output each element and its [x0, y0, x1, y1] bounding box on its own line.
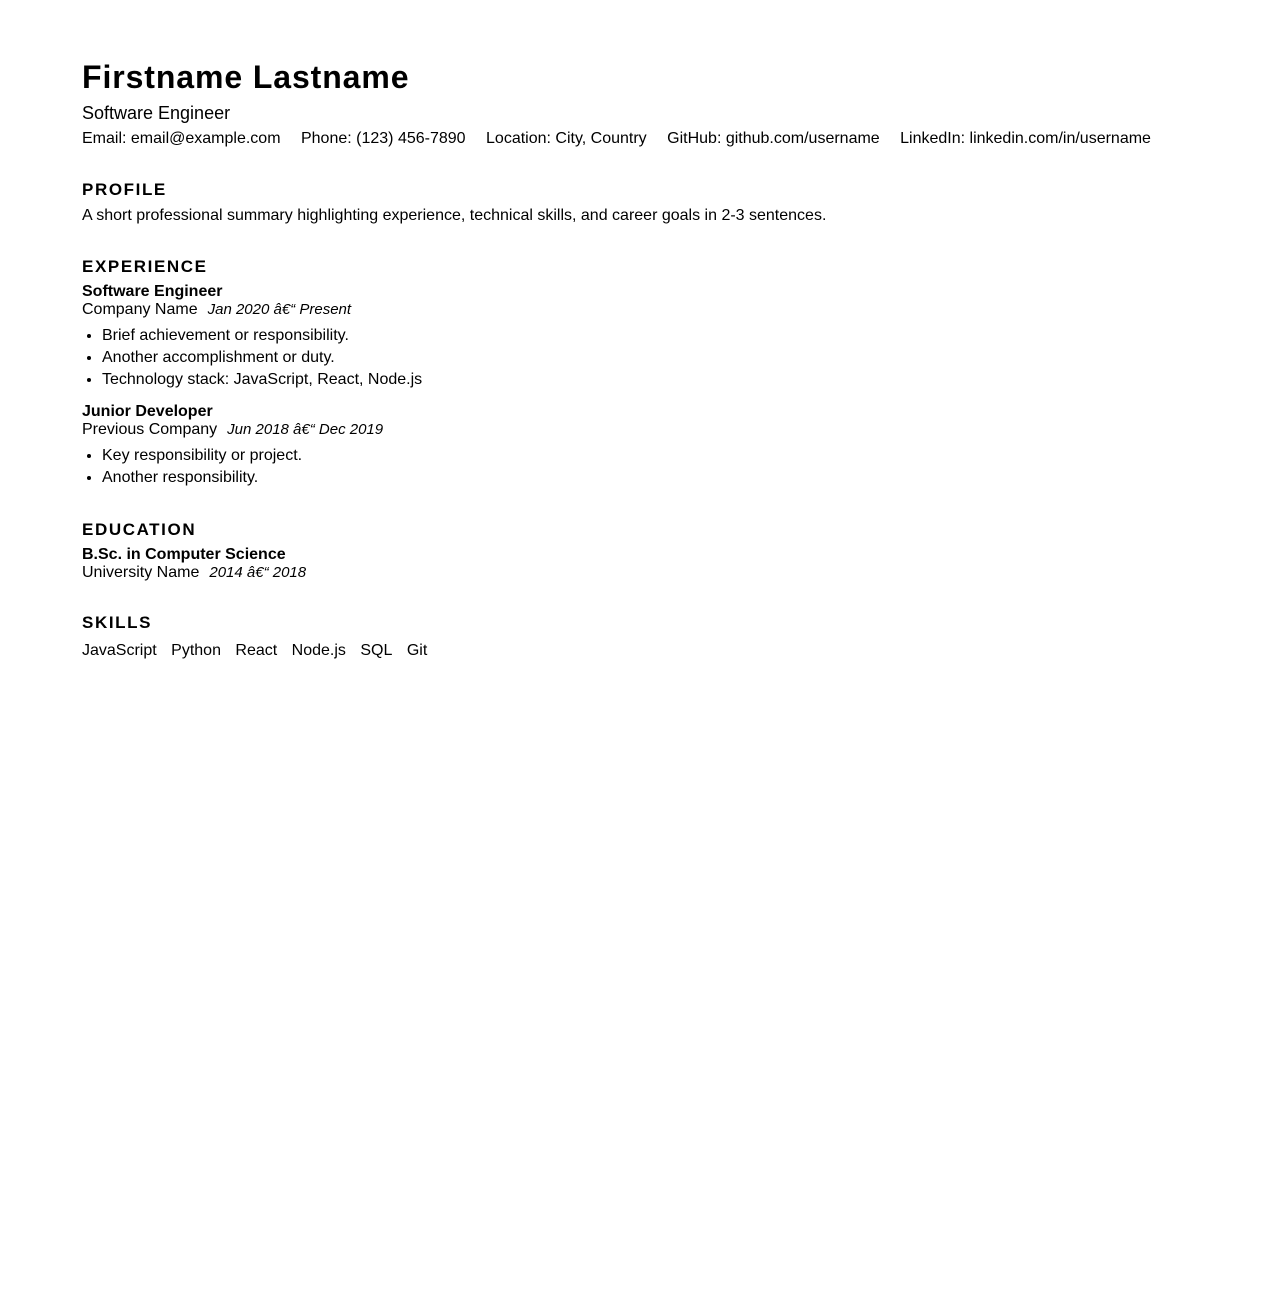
- job-entry: [82, 283, 1278, 391]
- job-title: Junior Developer: [82, 403, 213, 420]
- skill-item: SQL: [360, 642, 393, 659]
- profile-summary: A short professional summary highlighting experience, technical skills, and career goals in 2-3 sentences.: [82, 207, 827, 224]
- education-heading: EDUCATION: [82, 520, 197, 539]
- profile-heading: PROFILE: [82, 180, 167, 199]
- contact-line: [82, 129, 1278, 149]
- job-bullet: • Technology stack: JavaScript, React, Node.js: [102, 369, 1278, 391]
- job-bullets: [82, 325, 1278, 391]
- contact-phone: Phone: (123) 456-7890: [300, 130, 466, 147]
- job-company: Previous Company: [82, 421, 218, 438]
- skill-item: React: [235, 642, 278, 659]
- job-title: Software Engineer: [82, 283, 223, 300]
- skill-item: Python: [171, 642, 221, 659]
- job-company: Company Name: [82, 301, 198, 318]
- job-dates: Jun 2018 â€“ Dec 2019: [227, 421, 384, 438]
- job-meta: [82, 421, 1278, 439]
- job-bullet: • Another responsibility.: [102, 467, 1278, 489]
- profile-section: [82, 180, 1278, 226]
- skills-heading: SKILLS: [82, 613, 153, 632]
- skills-section: [82, 613, 1278, 661]
- experience-heading: EXPERIENCE: [82, 257, 208, 276]
- job-bullet: • Brief achievement or responsibility.: [102, 325, 1278, 347]
- education-section: [82, 520, 1278, 582]
- skill-item: Git: [406, 642, 428, 659]
- education-meta: [82, 564, 1278, 582]
- skill-item: Node.js: [291, 642, 346, 659]
- education-dates: 2014 â€“ 2018: [209, 564, 307, 581]
- experience-section: [82, 257, 1278, 489]
- degree-title: B.Sc. in Computer Science: [82, 546, 286, 563]
- skills-list: [82, 641, 1278, 661]
- job-dates: Jan 2020 â€“ Present: [207, 301, 352, 318]
- education-entry: [82, 546, 1278, 582]
- candidate-title: Software Engineer: [82, 103, 231, 123]
- job-bullet: • Another accomplishment or duty.: [102, 347, 1278, 369]
- job-bullet: • Key responsibility or project.: [102, 445, 1278, 467]
- school-name: University Name: [82, 564, 200, 581]
- contact-github: GitHub: github.com/username: [667, 130, 880, 147]
- contact-email: Email: email@example.com: [82, 130, 281, 147]
- contact-location: Location: City, Country: [486, 130, 647, 147]
- job-bullets: [82, 445, 1278, 489]
- candidate-name: Firstname Lastname: [82, 59, 410, 95]
- job-entry: [82, 403, 1278, 489]
- skill-item: JavaScript: [82, 642, 157, 659]
- job-meta: [82, 301, 1278, 319]
- contact-linkedin: LinkedIn: linkedin.com/in/username: [900, 130, 1151, 147]
- resume-header: [82, 58, 1278, 149]
